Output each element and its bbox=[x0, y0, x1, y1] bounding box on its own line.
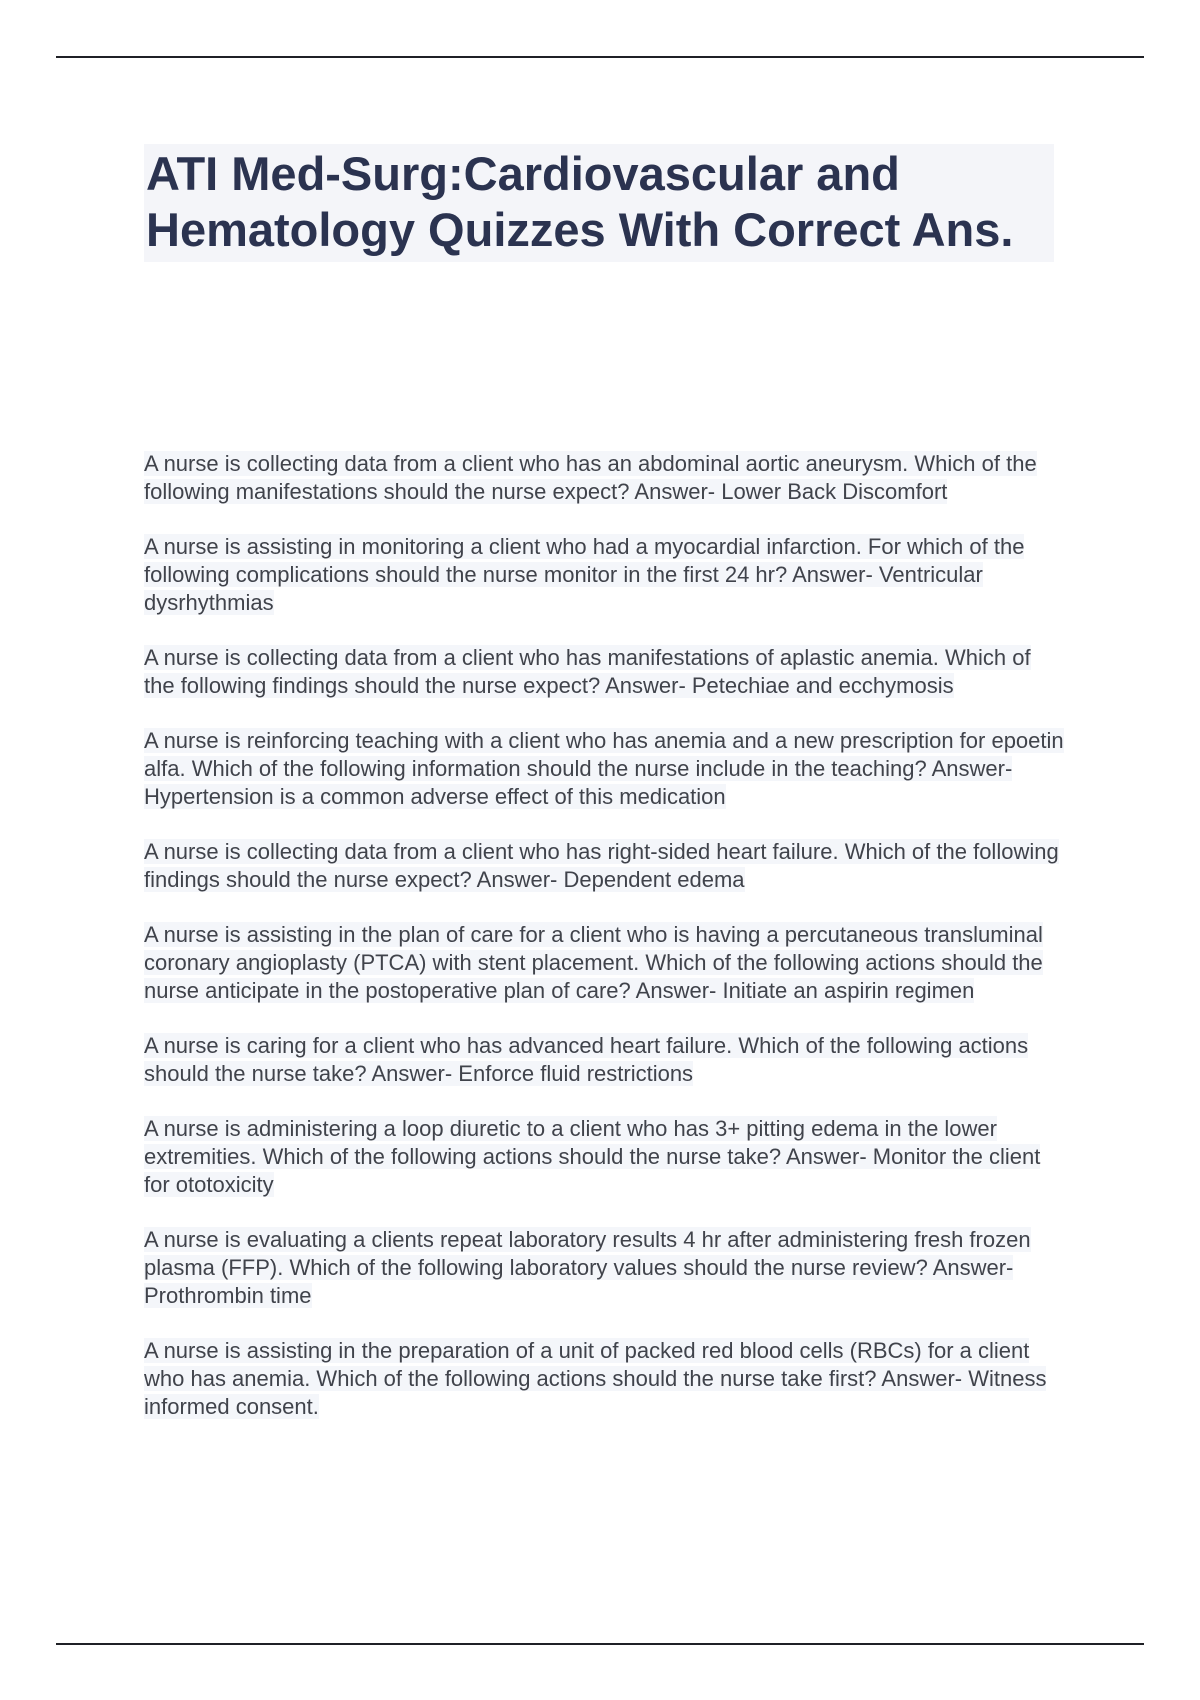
qa-item-text: A nurse is evaluating a clients repeat laboratory results 4 hr after administering fresh frozen plasma (FFP). Which of the following laboratory values should the nurse review? Answer- Prothrombin time bbox=[144, 1227, 1031, 1308]
qa-item-text: A nurse is assisting in the plan of care for a client who is having a percutaneous transluminal coronary angioplasty (PTCA) with stent placement. Which of the following actions should the nurse anticipate in the postoperative plan of care? Answer- Initiate an aspirin regimen bbox=[144, 922, 1043, 1003]
header-rule bbox=[56, 56, 1144, 58]
qa-item bbox=[144, 533, 1064, 617]
qa-item bbox=[144, 450, 1064, 506]
qa-item-text: A nurse is reinforcing teaching with a client who has anemia and a new prescription for epoetin alfa. Which of the following information should the nurse include in the teaching? Answer- Hypertension is a common adverse effect of this medication bbox=[144, 728, 1064, 809]
qa-item-text: A nurse is assisting in monitoring a client who had a myocardial infarction. For which of the following complications should the nurse monitor in the first 24 hr? Answer- Ventricular dysrhythmias bbox=[144, 534, 1025, 615]
qa-item-text: A nurse is collecting data from a client who has manifestations of aplastic anemia. Which of the following findings should the nurse expect? Answer- Petechiae and ecchymosis bbox=[144, 645, 1031, 698]
qa-list bbox=[144, 450, 1064, 1448]
qa-item bbox=[144, 1115, 1064, 1199]
qa-item bbox=[144, 727, 1064, 811]
qa-item bbox=[144, 644, 1064, 700]
qa-item-text: A nurse is collecting data from a client who has right-sided heart failure. Which of the following findings should the nurse expect? Answer- Dependent edema bbox=[144, 839, 1059, 892]
qa-item bbox=[144, 1032, 1064, 1088]
qa-item bbox=[144, 1226, 1064, 1310]
qa-item-text: A nurse is administering a loop diuretic to a client who has 3+ pitting edema in the lower extremities. Which of the following actions should the nurse take? Answer- Monitor the client for ototoxicity bbox=[144, 1116, 1041, 1197]
qa-item-text: A nurse is collecting data from a client who has an abdominal aortic aneurysm. Which of the following manifestations should the nurse expect? Answer- Lower Back Discomfort bbox=[144, 451, 1037, 504]
qa-item bbox=[144, 1337, 1064, 1421]
qa-item-text: A nurse is caring for a client who has advanced heart failure. Which of the following actions should the nurse take? Answer- Enforce fluid restrictions bbox=[144, 1033, 1029, 1086]
footer-rule bbox=[56, 1643, 1144, 1645]
qa-item bbox=[144, 838, 1064, 894]
qa-item bbox=[144, 921, 1064, 1005]
document-title: ATI Med-Surg:Cardiovascular and Hematology Quizzes With Correct Ans. bbox=[144, 144, 1054, 262]
qa-item-text: A nurse is assisting in the preparation of a unit of packed red blood cells (RBCs) for a client who has anemia. Which of the following actions should the nurse take first? Answer- Witness informed consent. bbox=[144, 1338, 1047, 1419]
